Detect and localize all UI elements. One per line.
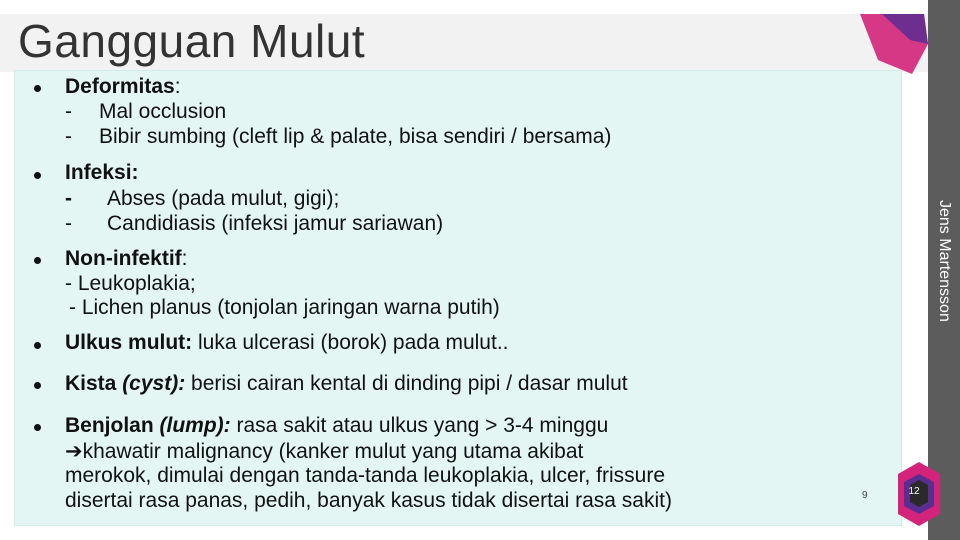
- bullet-dot: [34, 257, 41, 264]
- corner-decoration: [860, 14, 928, 74]
- author-credit: Jens Martensson: [936, 200, 953, 322]
- kista-heading: Kista: [65, 372, 123, 395]
- deformitas-item: Mal occlusion: [99, 100, 227, 123]
- ulkus-text: luka ulcerasi (borok) pada mulut..: [192, 331, 509, 354]
- slide-title: Gangguan Mulut: [18, 15, 366, 67]
- bullet-dot: [34, 172, 41, 179]
- dash: -: [65, 187, 72, 210]
- kista-heading-italic: (cyst):: [122, 372, 186, 395]
- infeksi-item: Abses (pada mulut, gigi);: [107, 187, 340, 210]
- dash: -: [65, 125, 72, 148]
- infeksi-item: Candidiasis (infeksi jamur sariawan): [107, 212, 444, 235]
- benjolan-detail-line: ➔khawatir malignancy (kanker mulut yang utama akibat: [65, 440, 584, 463]
- bullet-dot: [34, 382, 41, 389]
- bullet-dot: [34, 424, 41, 431]
- benjolan-line: [65, 414, 608, 438]
- bullet-dot: [34, 85, 41, 92]
- deformitas-heading-line: [65, 75, 181, 99]
- non-infektif-heading-line: [65, 247, 188, 271]
- non-infektif-colon: :: [181, 247, 188, 270]
- kista-text: berisi cairan kental di dinding pipi / dasar mulut: [185, 372, 628, 395]
- ulkus-heading: Ulkus mulut:: [65, 331, 193, 354]
- footer-mark: 9: [862, 490, 868, 501]
- deformitas-heading: Deformitas: [65, 75, 175, 98]
- content-panel: [14, 70, 902, 526]
- infeksi-heading: Infeksi:: [65, 161, 139, 184]
- deformitas-colon: :: [174, 75, 181, 98]
- benjolan-detail-line: disertai rasa panas, pedih, banyak kasus tidak disertai rasa sakit): [65, 489, 672, 512]
- non-infektif-item: - Leukoplakia;: [65, 272, 196, 295]
- benjolan-heading-italic: (lump):: [159, 414, 231, 437]
- deformitas-item: Bibir sumbing (cleft lip & palate, bisa sendiri / bersama): [99, 125, 612, 148]
- benjolan-heading: Benjolan: [65, 414, 160, 437]
- bullet-list: [15, 71, 901, 525]
- infeksi-heading-line: [65, 161, 139, 185]
- page-number: 12: [908, 486, 920, 497]
- bullet-dot: [34, 342, 41, 349]
- non-infektif-item: - Lichen planus (tonjolan jaringan warna putih): [69, 296, 500, 319]
- top-band: [0, 0, 928, 14]
- kista-line: [65, 372, 628, 396]
- ulkus-line: [65, 331, 508, 355]
- benjolan-detail-line: merokok, dimulai dengan tanda-tanda leukoplakia, ulcer, frissure: [65, 464, 666, 487]
- dash: -: [65, 100, 72, 123]
- non-infektif-heading: Non-infektif: [65, 247, 182, 270]
- dash: -: [65, 212, 72, 235]
- benjolan-text: rasa sakit atau ulkus yang > 3-4 minggu: [230, 414, 609, 437]
